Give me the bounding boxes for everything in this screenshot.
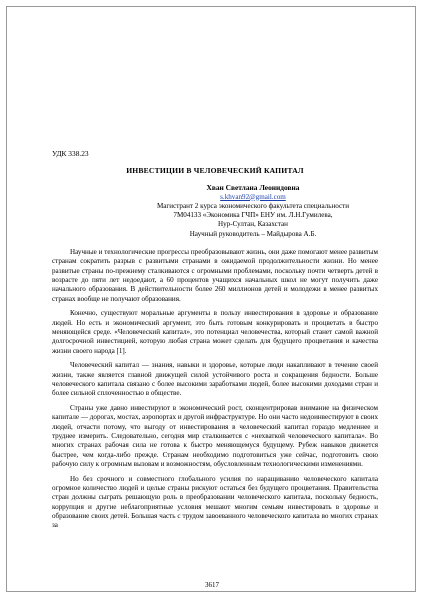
page-number: 3617	[205, 581, 219, 589]
article-title: ИНВЕСТИЦИИ В ЧЕЛОВЕЧЕСКИЙ КАПИТАЛ	[126, 166, 304, 175]
article-body	[52, 248, 378, 530]
author-block	[130, 183, 376, 239]
body-paragraph: Человеческий капитал — знания, навыки и здоровье, которые люди накапливают в течение своей жизни, также является главной движущей силой устойчивого роста и сокращения бедности. Больше человеческого капитала связано с более высокими заработками людей, более высокими доходами стран и более сильной сплоченностью в обществе.	[52, 361, 378, 398]
author-affiliation-line: Магистрант 2 курса экономического факультета специальности	[156, 201, 350, 210]
supervisor-line: Научный руководитель – Майдырова А.Б.	[189, 229, 317, 238]
author-affiliation-line: Нур-Султан, Казахстан	[218, 220, 288, 229]
author-affiliation-line: 7М04133 «Экономика ГЧП» ЕНУ им. Л.Н.Гумилева,	[173, 211, 333, 220]
author-email-link[interactable]: s.khvan92@gmail.com	[220, 192, 286, 201]
body-paragraph: Научные и технологические прогрессы преобразовывают жизнь, они даже помогают менее развитым странам сократить разрыв с развитыми странами в ожидаемой продолжительности жизни. Но менее развитые страны по-прежнему сталкиваются с огромными проблемами, поскольку почти четверть детей в возрасте до пяти лет недоедают, а 60 процентов учащихся начальных школ не могут получить даже начального образования. В действительности более 260 миллионов детей и молодежи в менее развитых странах вообще не получают образования.	[52, 248, 378, 303]
udc-code: УДК 338.23	[52, 149, 89, 158]
body-paragraph: Страны уже давно инвестируют в экономический рост, сконцентрировав внимание на физическом капитале — дорогах, мостах, аэропортах и другой инфраструктуре. Но они часто недоинвестируют в своих людей, отчасти потому, что выгоду от инвестирования в человеческий капитал гораздо медленнее и труднее измерить. Следовательно, сегодня мир сталкивается с «нехваткой человеческого капитала». Во многих странах рабочая сила не готова к быстро меняющемуся будущему. Рубеж навыков движется быстрее, чем когда-либо прежде. Странам необходимо подготовиться уже сейчас, подготовить свою рабочую силу к огромным вызовам и возможностям, обусловленным технологическими изменениями.	[52, 404, 378, 468]
body-paragraph: Конечно, существуют моральные аргументы в пользу инвестирования в здоровье и образование людей. Но есть и экономический аргумент, это быть готовым конкурировать и процветать в быстро меняющейся среде. «Человеческий капитал», это потенциал человечества, который станет самой важной долгосрочной инвестицией, которую любая страна может сделать для будущего процветания и качества жизни своего народа [1].	[52, 309, 378, 355]
article-content	[52, 146, 378, 536]
author-name: Хван Светлана Леонидовна	[206, 183, 300, 193]
body-paragraph: Но без срочного и совместного глобального усилия по наращиванию человеческого капитала огромное количество людей и целые страны рискуют остаться без будущего процветания. Правительства стран должны сыграть решающую роль в преобразовании человеческого капитала, поскольку бедность, коррупция и другие неблагоприятные условия мешают многим семьям инвестировать в здоровье и образование своих детей. Большая часть с трудом завоеванного человеческого капитала во многих странах за	[52, 474, 378, 530]
